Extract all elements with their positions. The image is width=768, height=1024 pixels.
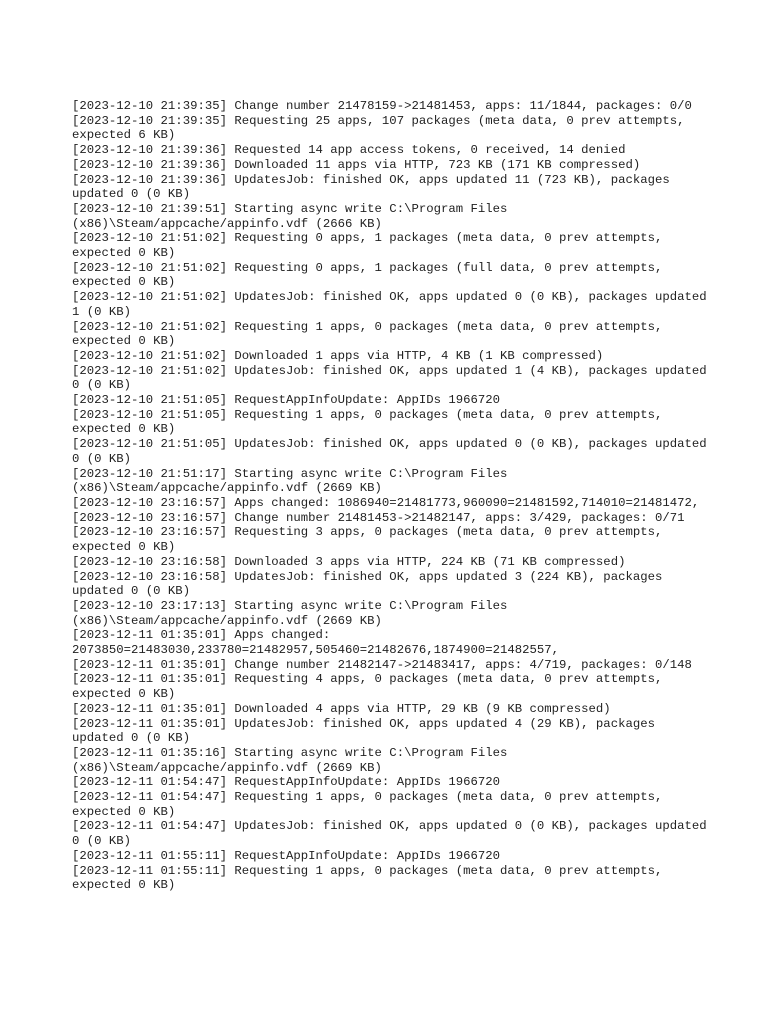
log-entry: [2023-12-11 01:35:01] Change number 21482147->21483417, apps: 4/719, packages: 0/148 <box>72 657 692 672</box>
log-entry: [2023-12-10 21:51:02] UpdatesJob: finished OK, apps updated 0 (0 KB), packages updated 1 (0 KB) <box>72 290 715 319</box>
log-entry: [2023-12-10 21:39:35] Requesting 25 apps, 107 packages (meta data, 0 prev attempts, expected 6 KB) <box>72 113 692 143</box>
log-entry: [2023-12-11 01:54:47] UpdatesJob: finished OK, apps updated 0 (0 KB), packages updated 0 (0 KB) <box>72 819 715 849</box>
log-entry: [2023-12-10 21:51:02] Requesting 0 apps, 1 packages (meta data, 0 prev attempts, expected 0 KB) <box>72 231 670 261</box>
log-entry: [2023-12-10 21:39:36] Requested 14 app access tokens, 0 received, 14 denied <box>72 143 626 158</box>
log-entry: [2023-12-10 23:16:57] Requesting 3 apps, 0 packages (meta data, 0 prev attempts, expected 0 KB) <box>72 525 670 555</box>
log-document <box>72 99 715 893</box>
log-entry: [2023-12-11 01:54:47] RequestAppInfoUpdate: AppIDs 1966720 <box>72 775 501 790</box>
log-entry: [2023-12-11 01:35:01] Downloaded 4 apps via HTTP, 29 KB (9 KB compressed) <box>72 701 611 716</box>
log-entry: [2023-12-10 21:51:05] UpdatesJob: finished OK, apps updated 0 (0 KB), packages updated 0 (0 KB) <box>72 437 715 466</box>
log-entry: [2023-12-10 23:16:58] UpdatesJob: finished OK, apps updated 3 (224 KB), packages updated 0 (0 KB) <box>72 569 670 599</box>
log-entry: [2023-12-10 23:16:57] Apps changed: 1086940=21481773,960090=21481592,714010=21481472, <box>72 495 700 510</box>
log-entry: [2023-12-10 21:51:02] UpdatesJob: finished OK, apps updated 1 (4 KB), packages updated 0 (0 KB) <box>72 363 715 393</box>
log-entry: [2023-12-10 21:51:02] Downloaded 1 apps via HTTP, 4 KB (1 KB compressed) <box>72 348 604 363</box>
log-entry: [2023-12-10 23:16:58] Downloaded 3 apps via HTTP, 224 KB (71 KB compressed) <box>72 554 626 569</box>
log-entry: [2023-12-10 21:39:36] Downloaded 11 apps via HTTP, 723 KB (171 KB compressed) <box>72 157 641 172</box>
log-entry: [2023-12-10 21:51:05] Requesting 1 apps, 0 packages (meta data, 0 prev attempts, expected 0 KB) <box>72 407 670 437</box>
log-entry: [2023-12-10 23:16:57] Change number 21481453->21482147, apps: 3/429, packages: 0/71 <box>72 510 685 525</box>
log-entry: [2023-12-11 01:35:01] Requesting 4 apps, 0 packages (meta data, 0 prev attempts, expected 0 KB) <box>72 672 670 702</box>
log-entry: [2023-12-10 21:51:17] Starting async write C:\Program Files (x86)\Steam/appcache/appinfo.vdf (2669 KB) <box>72 466 515 496</box>
log-entry: [2023-12-10 21:39:35] Change number 21478159->21481453, apps: 11/1844, packages: 0/0 <box>72 99 692 113</box>
log-entry: [2023-12-11 01:55:11] RequestAppInfoUpdate: AppIDs 1966720 <box>72 848 501 863</box>
log-entry: [2023-12-10 23:17:13] Starting async write C:\Program Files (x86)\Steam/appcache/appinfo.vdf (2669 KB) <box>72 598 515 628</box>
log-entry: [2023-12-10 21:51:02] Requesting 0 apps, 1 packages (full data, 0 prev attempts, expected 0 KB) <box>72 260 670 290</box>
log-entry: [2023-12-11 01:54:47] Requesting 1 apps, 0 packages (meta data, 0 prev attempts, expected 0 KB) <box>72 790 670 819</box>
log-entry: [2023-12-10 21:51:02] Requesting 1 apps, 0 packages (meta data, 0 prev attempts, expected 0 KB) <box>72 319 670 349</box>
log-entry: [2023-12-10 21:39:51] Starting async write C:\Program Files (x86)\Steam/appcache/appinfo.vdf (2666 KB) <box>72 201 515 231</box>
log-entry: [2023-12-11 01:55:11] Requesting 1 apps, 0 packages (meta data, 0 prev attempts, expected 0 KB) <box>72 863 670 893</box>
log-entry: [2023-12-10 21:39:36] UpdatesJob: finished OK, apps updated 11 (723 KB), packages updated 0 (0 KB) <box>72 172 678 202</box>
log-entry: [2023-12-11 01:35:01] Apps changed: 2073850=21483030,233780=21482957,505460=21482676,1874900=21482557, <box>72 628 560 658</box>
log-entry: [2023-12-11 01:35:16] Starting async write C:\Program Files (x86)\Steam/appcache/appinfo.vdf (2669 KB) <box>72 745 515 775</box>
log-entry: [2023-12-10 21:51:05] RequestAppInfoUpdate: AppIDs 1966720 <box>72 393 501 408</box>
log-entry: [2023-12-11 01:35:01] UpdatesJob: finished OK, apps updated 4 (29 KB), packages updated 0 (0 KB) <box>72 716 663 746</box>
